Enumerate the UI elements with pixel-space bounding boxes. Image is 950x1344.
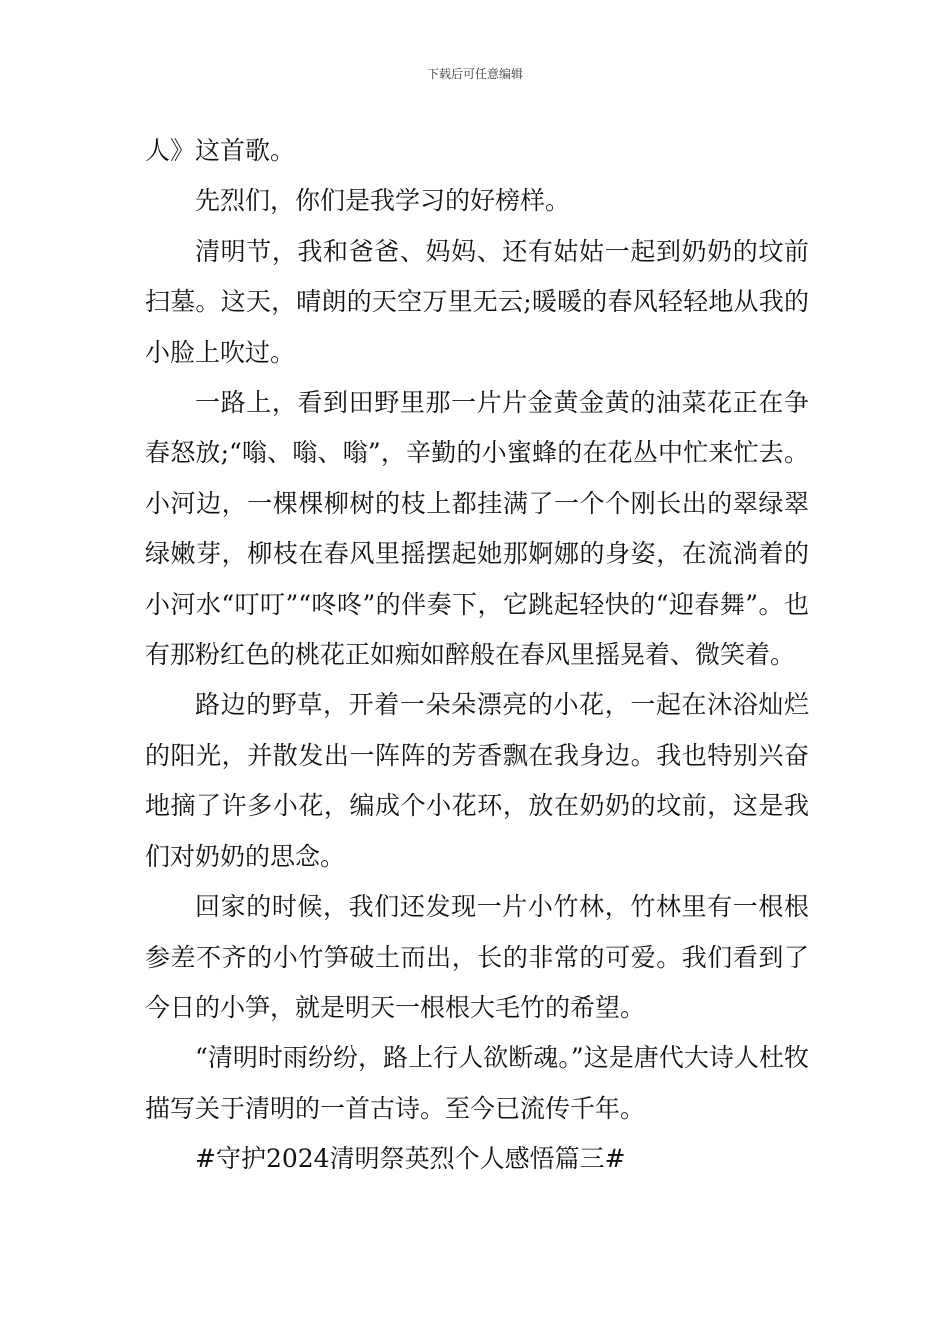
paragraph-tang-poem: “清明时雨纷纷，路上行人欲断魂。”这是唐代大诗人杜牧描写关于清明的一首古诗。至今已流传千年。 — [145, 1043, 809, 1123]
section-heading: #守护2024清明祭英烈个人感悟篇三# — [195, 1144, 626, 1174]
paragraph-spring-scenery: 一路上，看到田野里那一片片金黄金黄的油菜花正在争春怒放;“嗡、嗡、嗡”，辛勤的小蜜蜂的在花丛中忙来忙去。小河边，一棵棵柳树的枝上都挂满了一个个刚长出的翠绿翠绿嫩芽，柳枝在春风里摇摆起她那婀娜的身姿，在流淌着的小河水“叮叮”“咚咚”的伴奏下，它跳起轻快的“迎春舞”。也有那粉红色的桃花正如痴如醉般在春风里摇晃着、微笑着。 — [145, 388, 809, 670]
page-header: 下载后可任意编辑 — [426, 67, 523, 81]
paragraph-song-ending: 人》这首歌。 — [145, 136, 296, 165]
paragraph-bamboo-grove: 回家的时候，我们还发现一片小竹林，竹林里有一根根参差不齐的小竹笋破土而出，长的非常的可爱。我们看到了今日的小笋，就是明天一根根大毛竹的希望。 — [145, 892, 809, 1022]
document-body — [145, 126, 809, 1185]
paragraph-wildflowers: 路边的野草，开着一朵朵漂亮的小花，一起在沐浴灿烂的阳光，并散发出一阵阵的芳香飘在我身边。我也特别兴奋地摘了许多小花，编成个小花环，放在奶奶的坟前，这是我们对奶奶的思念。 — [145, 690, 809, 871]
paragraph-tomb-sweeping: 清明节，我和爸爸、妈妈、还有姑姑一起到奶奶的坟前扫墓。这天，晴朗的天空万里无云;暖暖的春风轻轻地从我的小脸上吹过。 — [145, 236, 809, 367]
paragraph-martyrs-role-model: 先烈们，你们是我学习的好榜样。 — [195, 186, 571, 216]
